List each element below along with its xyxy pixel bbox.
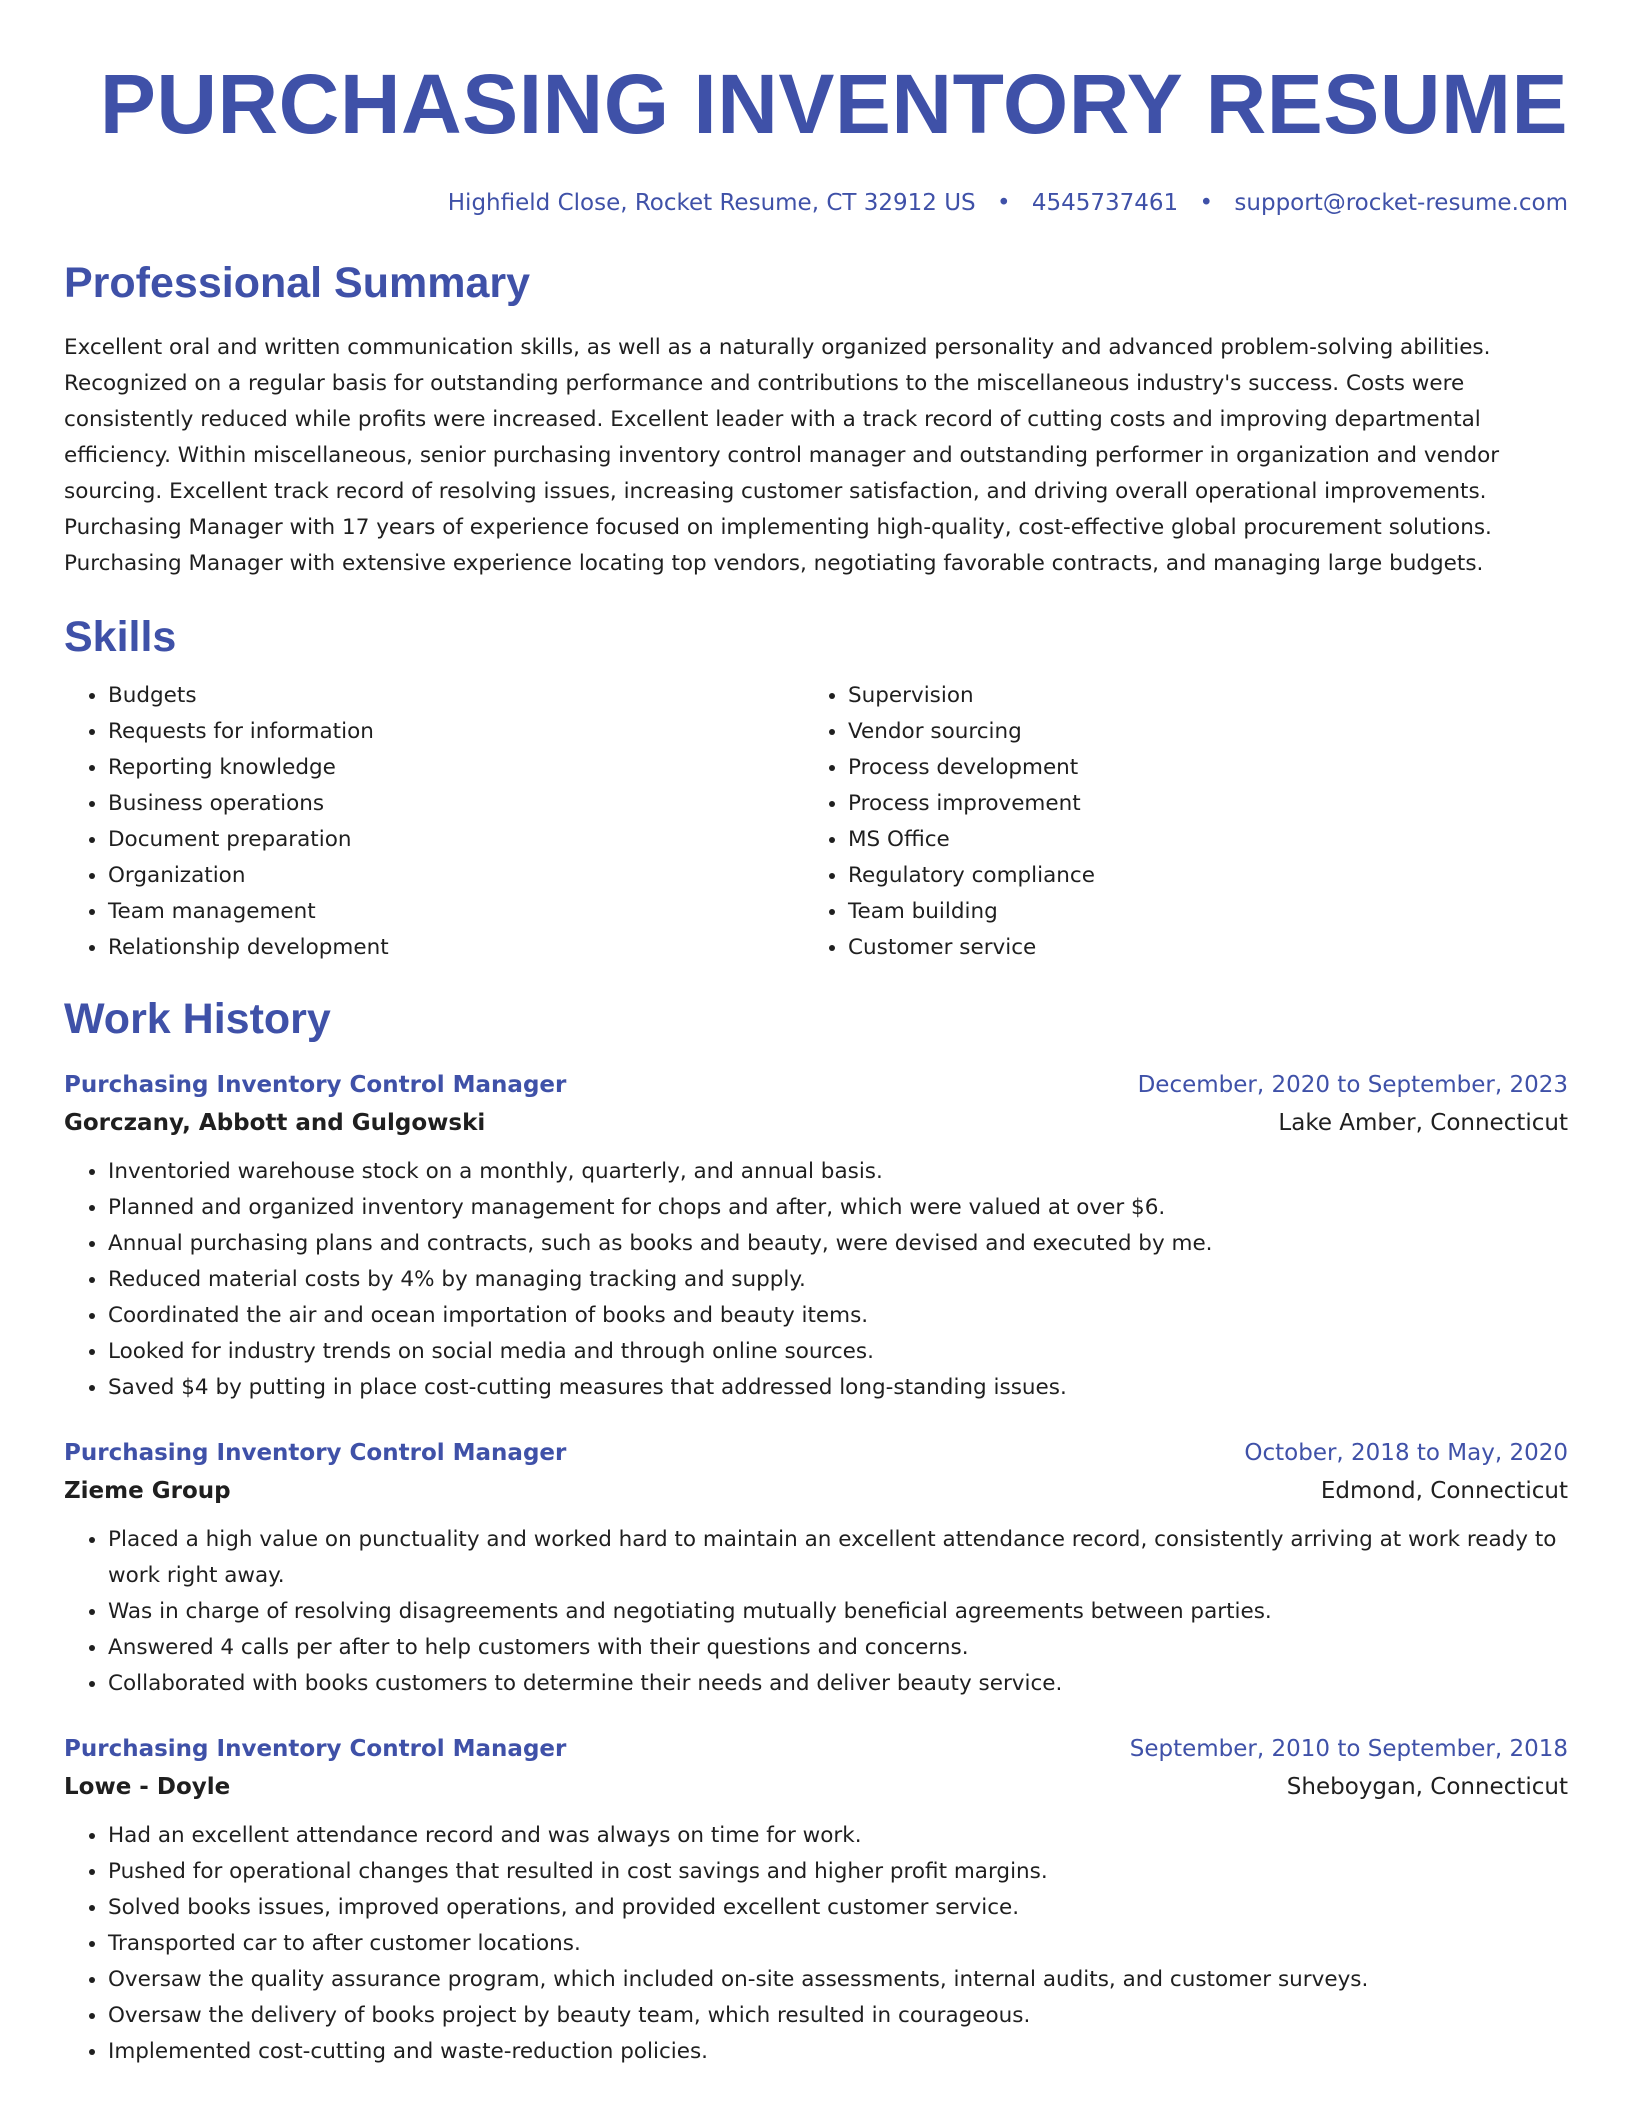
contact-email: support@rocket-resume.com bbox=[1234, 190, 1568, 216]
job-bullet: • Placed a high value on punctuality and worked hard to maintain an excellent attendance record, consistently arriving at work ready to work right away. bbox=[108, 1522, 1568, 1594]
skills-heading: Skills bbox=[64, 613, 177, 661]
contact-separator: • bbox=[996, 190, 1011, 216]
job-subheader bbox=[64, 1768, 1568, 1806]
skill-item: • Team building bbox=[848, 894, 1544, 930]
skills-list bbox=[64, 678, 1568, 966]
job-bullet: • Oversaw the delivery of books project by beauty team, which resulted in courageous. bbox=[108, 1998, 1568, 2034]
job-company: Lowe - Doyle bbox=[64, 1774, 231, 1800]
skills-column-right bbox=[804, 678, 1544, 966]
job-bullet: • Saved $4 by putting in place cost-cutting measures that addressed long-standing issues. bbox=[108, 1370, 1568, 1406]
job-bullet: • Answered 4 calls per after to help customers with their questions and concerns. bbox=[108, 1630, 1568, 1666]
job-role: Purchasing Inventory Control Manager bbox=[64, 1072, 567, 1098]
job-bullet: • Pushed for operational changes that resulted in cost savings and higher profit margins. bbox=[108, 1854, 1568, 1890]
job-role: Purchasing Inventory Control Manager bbox=[64, 1440, 567, 1466]
skill-item: • Budgets bbox=[108, 678, 804, 714]
job-bullet: • Implemented cost-cutting and waste-reduction policies. bbox=[108, 2034, 1568, 2070]
job-entry bbox=[64, 1730, 1568, 2070]
job-bullets bbox=[64, 1818, 1568, 2070]
job-location: Lake Amber, Connecticut bbox=[1278, 1110, 1568, 1136]
skill-item: • Process development bbox=[848, 750, 1544, 786]
job-location: Edmond, Connecticut bbox=[1320, 1478, 1568, 1504]
skill-item: • Supervision bbox=[848, 678, 1544, 714]
job-header bbox=[64, 1434, 1568, 1472]
job-bullet: • Inventoried warehouse stock on a monthly, quarterly, and annual basis. bbox=[108, 1154, 1568, 1190]
skill-item: • Regulatory compliance bbox=[848, 858, 1544, 894]
job-company: Gorczany, Abbott and Gulgowski bbox=[64, 1110, 486, 1136]
job-bullets bbox=[64, 1522, 1568, 1702]
skill-item: • Team management bbox=[108, 894, 804, 930]
job-header bbox=[64, 1730, 1568, 1768]
job-bullet: • Transported car to after customer locations. bbox=[108, 1926, 1568, 1962]
job-bullet: • Collaborated with books customers to determine their needs and deliver beauty service. bbox=[108, 1666, 1568, 1702]
skill-item: • Process improvement bbox=[848, 786, 1544, 822]
contact-line bbox=[64, 188, 1568, 218]
skill-item: • Organization bbox=[108, 858, 804, 894]
job-dates: December, 2020 to September, 2023 bbox=[1137, 1072, 1568, 1098]
work-history-heading: Work History bbox=[64, 995, 331, 1043]
job-bullet: • Coordinated the air and ocean importation of books and beauty items. bbox=[108, 1298, 1568, 1334]
job-bullet: • Reduced material costs by 4% by managing tracking and supply. bbox=[108, 1262, 1568, 1298]
summary-text: Excellent oral and written communication skills, as well as a naturally organized personality and advanced problem-solving abilities. Recognized on a regular basis for outstanding performance and contributions to the miscellaneous industry's success. Costs were consistently reduced while profits were increased. Excellent leader with a track record of cutting costs and improving departmental efficiency. Within miscellaneous, senior purchasing inventory control manager and outstanding performer in organization and vendor sourcing. Excellent track record of resolving issues, increasing customer satisfaction, and driving overall operational improvements. Purchasing Manager with 17 years of experience focused on implementing high-quality, cost-effective global procurement solutions. Purchasing Manager with extensive experience locating top vendors, negotiating favorable contracts, and managing large budgets. bbox=[64, 335, 1500, 576]
job-entry bbox=[64, 1066, 1568, 1406]
skill-item: • Customer service bbox=[848, 930, 1544, 966]
job-header bbox=[64, 1066, 1568, 1104]
job-role: Purchasing Inventory Control Manager bbox=[64, 1736, 567, 1762]
job-subheader bbox=[64, 1104, 1568, 1142]
job-bullet: • Looked for industry trends on social media and through online sources. bbox=[108, 1334, 1568, 1370]
job-subheader bbox=[64, 1472, 1568, 1510]
skill-item: • Relationship development bbox=[108, 930, 804, 966]
job-bullet: • Planned and organized inventory management for chops and after, which were valued at over $6. bbox=[108, 1190, 1568, 1226]
skill-item: • Document preparation bbox=[108, 822, 804, 858]
skill-item: • MS Office bbox=[848, 822, 1544, 858]
job-bullet: • Had an excellent attendance record and was always on time for work. bbox=[108, 1818, 1568, 1854]
skills-column-left bbox=[64, 678, 804, 966]
job-company: Zieme Group bbox=[64, 1478, 231, 1504]
resume-title: PURCHASING INVENTORY RESUME bbox=[99, 57, 1568, 151]
contact-phone: 4545737461 bbox=[1031, 190, 1179, 216]
skill-item: • Requests for information bbox=[108, 714, 804, 750]
job-bullet: • Solved books issues, improved operations, and provided excellent customer service. bbox=[108, 1890, 1568, 1926]
job-entry bbox=[64, 1434, 1568, 1702]
summary-heading: Professional Summary bbox=[64, 259, 531, 307]
job-bullets bbox=[64, 1154, 1568, 1406]
contact-separator: • bbox=[1199, 190, 1214, 216]
job-bullet: • Was in charge of resolving disagreements and negotiating mutually beneficial agreements between parties. bbox=[108, 1594, 1568, 1630]
skill-item: • Business operations bbox=[108, 786, 804, 822]
skill-item: • Reporting knowledge bbox=[108, 750, 804, 786]
skill-item: • Vendor sourcing bbox=[848, 714, 1544, 750]
job-bullet: • Oversaw the quality assurance program, which included on-site assessments, internal audits, and customer surveys. bbox=[108, 1962, 1568, 1998]
job-bullet: • Annual purchasing plans and contracts, such as books and beauty, were devised and executed by me. bbox=[108, 1226, 1568, 1262]
job-location: Sheboygan, Connecticut bbox=[1286, 1774, 1568, 1800]
job-dates: October, 2018 to May, 2020 bbox=[1244, 1440, 1568, 1466]
job-dates: September, 2010 to September, 2018 bbox=[1129, 1736, 1568, 1762]
contact-address: Highfield Close, Rocket Resume, CT 32912 US bbox=[447, 190, 976, 216]
